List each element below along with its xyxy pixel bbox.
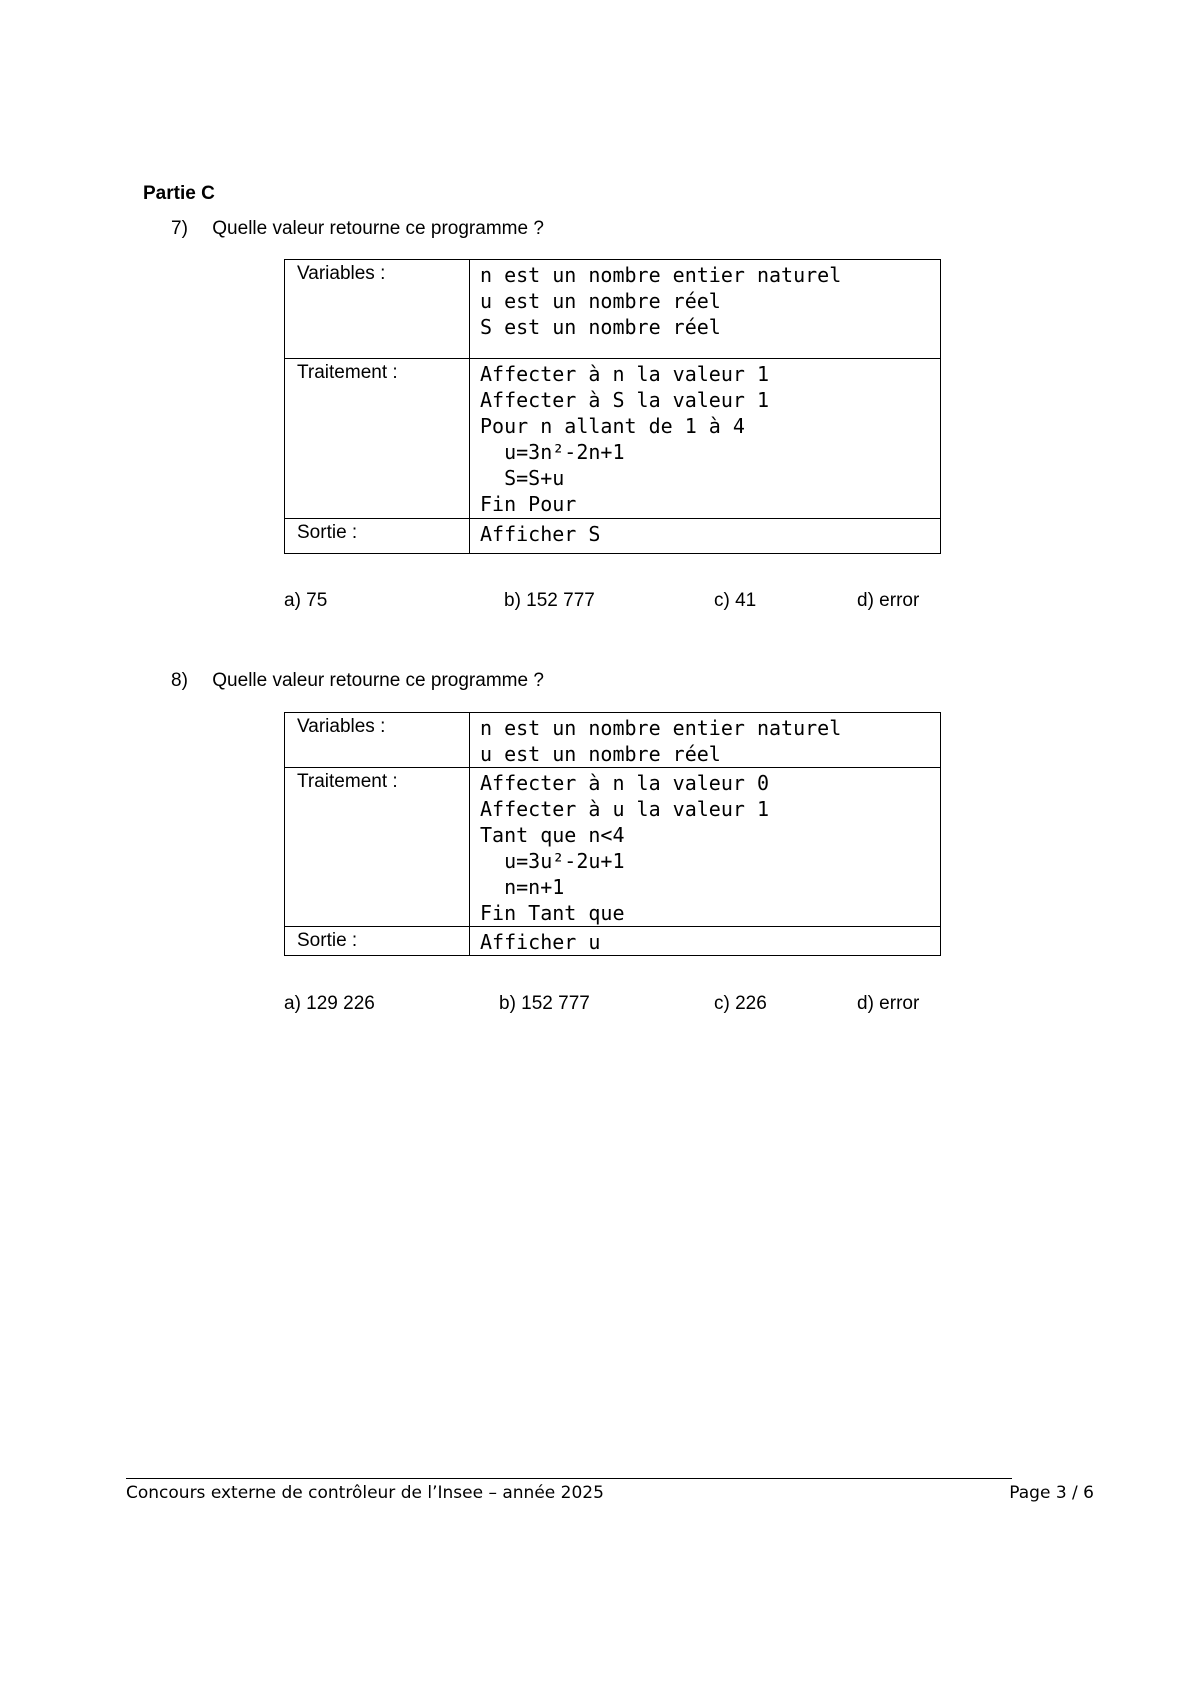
variables-code (470, 260, 941, 359)
code-line: n=n+1 (480, 875, 565, 899)
code-line: Fin Tant que (480, 901, 625, 925)
variables-label: Variables : (285, 713, 470, 768)
section-title: Partie C (143, 183, 215, 204)
question-number: 8) (171, 670, 188, 691)
traitement-label: Traitement : (285, 359, 470, 519)
traitement-code (470, 768, 941, 927)
code-line: S=S+u (480, 466, 565, 490)
code-line: u=3u²-2u+1 (480, 849, 625, 873)
code-line: Affecter à u la valeur 1 (480, 797, 769, 821)
code-line: u est un nombre réel (480, 289, 721, 313)
algorithm-table-8 (284, 712, 941, 956)
code-line: u est un nombre réel (480, 742, 721, 766)
sortie-label: Sortie : (285, 519, 470, 554)
traitement-code (470, 359, 941, 519)
answer-b[interactable]: b) 152 777 (504, 590, 595, 611)
code-line: Pour n allant de 1 à 4 (480, 414, 745, 438)
code-line: Afficher u (480, 930, 601, 954)
answer-choices-8 (284, 993, 984, 1017)
question-8 (171, 670, 544, 692)
footer-divider (126, 1478, 1012, 1479)
code-line: Afficher S (480, 522, 601, 546)
question-prompt: Quelle valeur retourne ce programme ? (212, 218, 544, 239)
sortie-code (470, 519, 941, 554)
answer-d[interactable]: d) error (857, 590, 920, 611)
question-number: 7) (171, 218, 188, 239)
code-line: n est un nombre entier naturel (480, 716, 842, 740)
code-line: S est un nombre réel (480, 315, 721, 339)
answer-b[interactable]: b) 152 777 (499, 993, 590, 1014)
sortie-code (470, 927, 941, 956)
code-line: u=3n²-2n+1 (480, 440, 625, 464)
footer-title: Concours externe de contrôleur de l’Insee – année 2025 (126, 1483, 604, 1503)
code-line: n est un nombre entier naturel (480, 263, 842, 287)
code-line: Affecter à n la valeur 1 (480, 362, 769, 386)
variables-code (470, 713, 941, 768)
answer-choices-7 (284, 590, 984, 614)
sortie-label: Sortie : (285, 927, 470, 956)
answer-c[interactable]: c) 41 (714, 590, 757, 611)
answer-a[interactable]: a) 75 (284, 590, 328, 611)
question-7 (171, 218, 544, 240)
answer-c[interactable]: c) 226 (714, 993, 767, 1014)
code-line: Affecter à n la valeur 0 (480, 771, 769, 795)
code-line: Fin Pour (480, 492, 577, 516)
answer-d[interactable]: d) error (857, 993, 920, 1014)
traitement-label: Traitement : (285, 768, 470, 927)
code-line: Affecter à S la valeur 1 (480, 388, 769, 412)
code-line: Tant que n<4 (480, 823, 625, 847)
page-number: Page 3 / 6 (1009, 1483, 1094, 1503)
question-prompt: Quelle valeur retourne ce programme ? (212, 670, 544, 691)
algorithm-table-7 (284, 259, 941, 554)
variables-label: Variables : (285, 260, 470, 359)
answer-a[interactable]: a) 129 226 (284, 993, 375, 1014)
